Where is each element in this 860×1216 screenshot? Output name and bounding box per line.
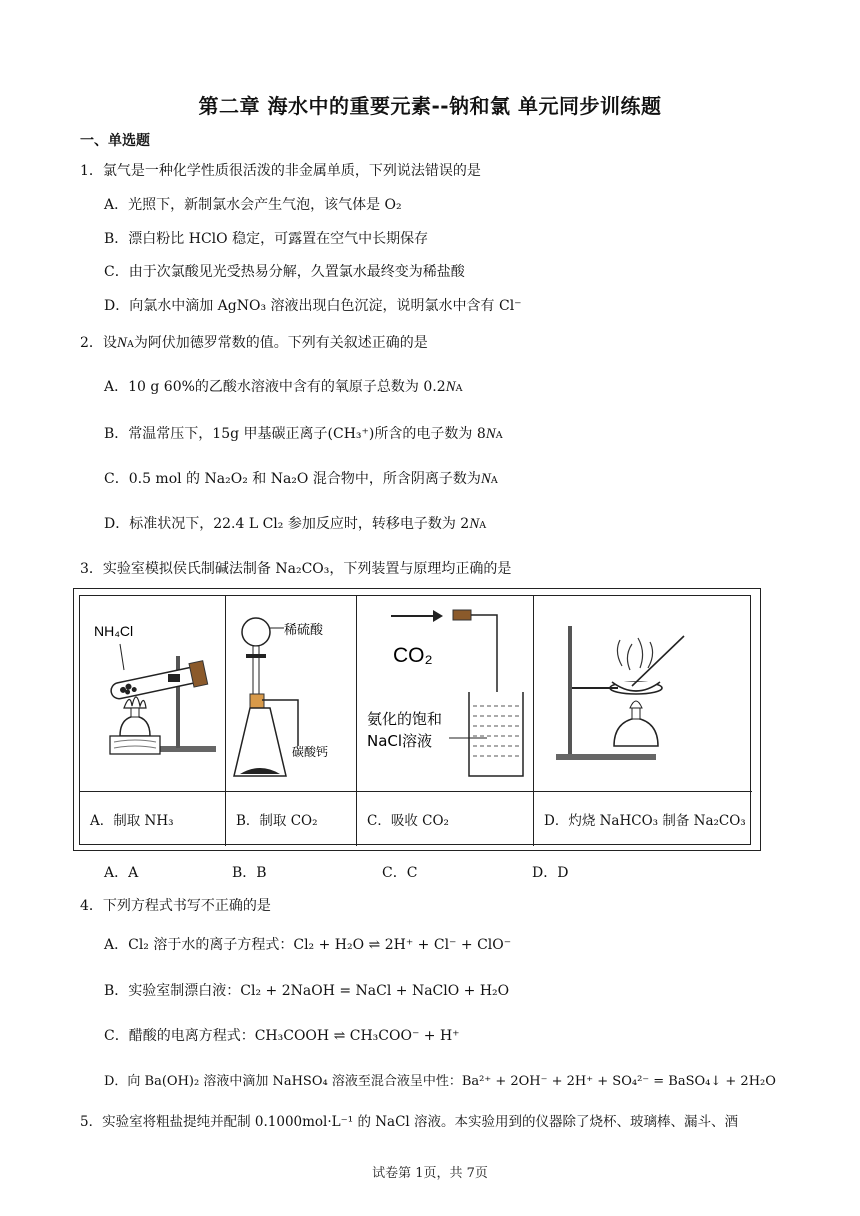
- question-4-option-a: A．Cl₂ 溶于水的离子方程式：Cl₂ + H₂O ⇌ 2H⁺ + Cl⁻ + ClO⁻: [104, 937, 512, 953]
- glass-rod: [632, 636, 684, 686]
- na-symbol: N: [485, 426, 496, 442]
- apparatus-b-solid-label: 碳酸钙: [292, 745, 329, 759]
- flame: [124, 697, 146, 708]
- methyl-carbocation: CH₃⁺: [332, 426, 369, 442]
- page-title: 第二章 海水中的重要元素--钠和氯 单元同步训练题: [198, 94, 662, 118]
- na-symbol: N: [445, 379, 456, 395]
- question-1-option-a: A．光照下，新制氯水会产生气泡，该气体是 O₂: [104, 197, 402, 213]
- question-2-option-c-text: C．0.5 mol 的 Na₂O₂ 和 Na₂O 混合物中，所含阴离子数为: [104, 471, 481, 487]
- question-4-stem: 4．下列方程式书写不正确的是: [80, 898, 271, 914]
- apparatus-d-drawing: [534, 596, 752, 792]
- answer-a: A．A: [104, 865, 139, 881]
- stand-rod: [568, 626, 572, 756]
- apparatus-c-solution-label-1: 氨化的饱和: [367, 710, 443, 728]
- caption-b: B．制取 CO₂: [226, 792, 357, 846]
- lamp-wick: [131, 708, 139, 717]
- na-subscript: A: [455, 383, 463, 394]
- apparatus-d: [534, 596, 752, 792]
- funnel-stem: [253, 646, 259, 696]
- question-2-option-d: [104, 513, 486, 533]
- question-2-option-a-text: A．10 g 60%的乙酸水溶液中含有的氧原子总数为 0.2: [104, 379, 446, 395]
- question-1-option-c: C．由于次氯酸见光受热易分解，久置氯水最终变为稀盐酸: [104, 264, 465, 280]
- stand-base: [556, 754, 656, 760]
- beaker: [469, 692, 523, 776]
- section-title: 一、单选题: [80, 133, 150, 149]
- lamp-wick: [632, 708, 640, 719]
- apparatus-b-drawing: [226, 596, 357, 792]
- conical-flask: [234, 708, 286, 776]
- question-5-stem: 5．实验室将粗盐提纯并配制 0.1000mol·L⁻¹ 的 NaCl 溶液。本实验用到的仪器除了烧杯、玻璃棒、漏斗、酒: [80, 1114, 739, 1130]
- funnel-bulb: [242, 618, 270, 646]
- na-symbol: N: [469, 516, 480, 532]
- alcohol-lamp: [120, 716, 150, 736]
- apparatus-c-solution-label-2: NaCl溶液: [367, 732, 433, 750]
- question-4-option-d: D．向 Ba(OH)₂ 溶液中滴加 NaHSO₄ 溶液至混合液呈中性：Ba²⁺ + 2OH⁻ + 2H⁺ + SO₄²⁻ = BaSO₄↓ + 2H₂O: [104, 1074, 776, 1089]
- question-1-stem: 1．氯气是一种化学性质很活泼的非金属单质，下列说法错误的是: [80, 163, 481, 179]
- answer-c: C．C: [382, 865, 418, 881]
- apparatus-a: [80, 596, 226, 792]
- question-3-stem: 3．实验室模拟侯氏制碱法制备 Na₂CO₃，下列装置与原理均正确的是: [80, 561, 512, 577]
- label-leader: [120, 644, 124, 670]
- apparatus-b: [226, 596, 357, 792]
- steam-lines: [617, 638, 652, 670]
- arrow-head: [433, 610, 443, 622]
- tube-connector: [453, 610, 471, 620]
- flame: [630, 701, 642, 708]
- caption-d: D．灼烧 NaHCO₃ 制备 Na₂CO₃: [544, 813, 746, 829]
- apparatus-c-gas-label: CO₂: [393, 644, 433, 667]
- apparatus-c: [357, 596, 534, 792]
- page-footer: 试卷第 1页，共 7页: [372, 1166, 488, 1181]
- question-4-option-b: B．实验室制漂白液：Cl₂ + 2NaOH = NaCl + NaClO + H₂O: [104, 983, 510, 999]
- question-1-option-b: B．漂白粉比 HClO 稳定，可露置在空气中长期保存: [104, 231, 429, 247]
- clamp: [168, 674, 180, 682]
- question-2-stem: [80, 332, 428, 352]
- rubber-stopper: [250, 694, 264, 708]
- question-1-option-d: D．向氯水中滴加 AgNO₃ 溶液出现白色沉淀，说明氯水中含有 Cl⁻: [104, 298, 522, 314]
- apparatus-a-label: NH₄Cl: [94, 623, 134, 639]
- question-2-stem-post: 为阿伏加德罗常数的值。下列有关叙述正确的是: [133, 335, 428, 351]
- question-2-option-b-post: )所含的电子数为 8: [368, 426, 486, 442]
- question-2-option-c: [104, 468, 498, 488]
- question-2-option-b: [104, 423, 503, 443]
- na-subscript: A: [479, 520, 487, 531]
- na-subscript: A: [126, 339, 134, 350]
- caption-a: A．制取 NH₃: [80, 792, 226, 846]
- stopcock: [246, 654, 266, 658]
- na-subscript: A: [490, 475, 498, 486]
- answer-d: D．D: [532, 865, 569, 881]
- question-2-stem-pre: 2．设: [80, 335, 117, 351]
- na-subscript: A: [495, 430, 503, 441]
- caption-c: C．吸收 CO₂: [357, 792, 534, 846]
- question-2-option-a: [104, 376, 463, 396]
- evaporating-dish: [612, 682, 660, 691]
- apparatus-table: [79, 595, 751, 845]
- apparatus-c-drawing: [357, 596, 534, 792]
- wood-block: [110, 736, 160, 754]
- question-2-option-b-pre: B．常温常压下，15g 甲基碳正离子(: [104, 426, 333, 442]
- alcohol-lamp: [614, 718, 658, 746]
- answer-b: B．B: [232, 865, 267, 881]
- question-4-option-c: C．醋酸的电离方程式：CH₃COOH ⇌ CH₃COO⁻ + H⁺: [104, 1028, 460, 1044]
- na-symbol: N: [480, 471, 491, 487]
- question-2-option-d-text: D．标准状况下，22.4 L Cl₂ 参加反应时，转移电子数为 2: [104, 516, 470, 532]
- apparatus-b-acid-label: 稀硫酸: [284, 623, 324, 638]
- apparatus-a-drawing: [80, 596, 226, 792]
- na-symbol: N: [116, 335, 127, 351]
